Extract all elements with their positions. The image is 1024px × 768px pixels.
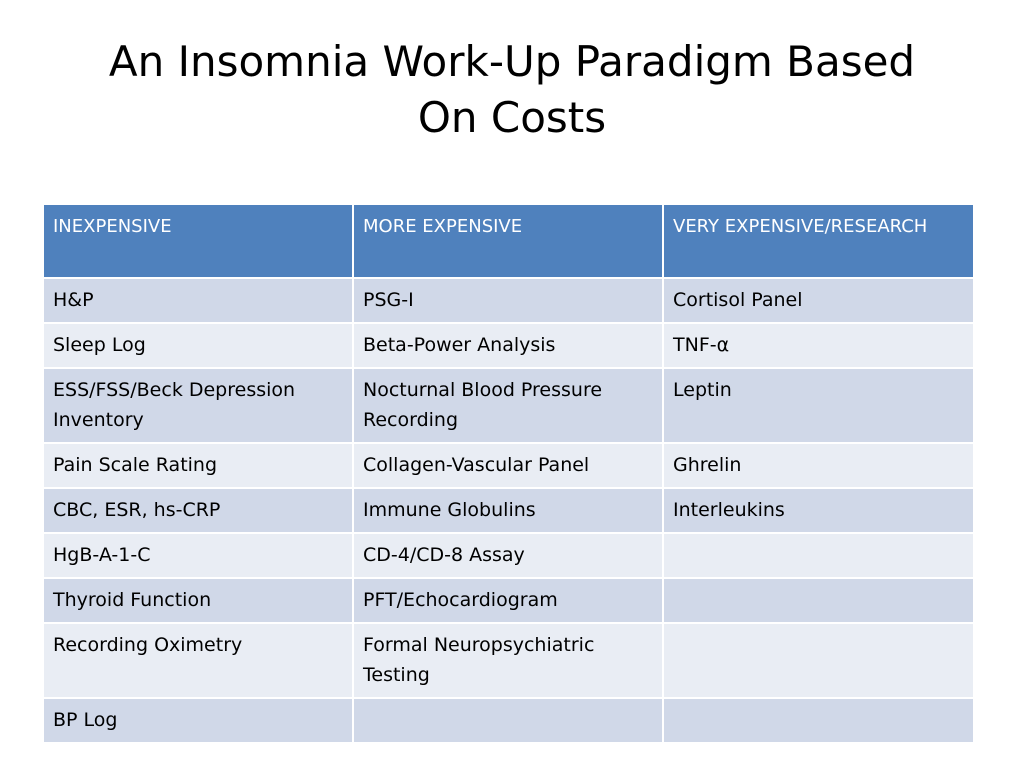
header-inexpensive: INEXPENSIVE	[43, 204, 353, 278]
table-cell	[663, 578, 974, 623]
table-cell: CD-4/CD-8 Assay	[353, 533, 663, 578]
slide-title	[40, 34, 984, 146]
table-row	[43, 623, 974, 698]
table-cell: Recording Oximetry	[43, 623, 353, 698]
table-cell: Sleep Log	[43, 323, 353, 368]
table-row	[43, 278, 974, 323]
table-row	[43, 488, 974, 533]
table-cell: Ghrelin	[663, 443, 974, 488]
cost-table	[42, 203, 975, 744]
table-cell: PFT/Echocardiogram	[353, 578, 663, 623]
table-cell: H&P	[43, 278, 353, 323]
table-row	[43, 443, 974, 488]
table-cell	[353, 698, 663, 743]
table-cell	[663, 623, 974, 698]
table-header-row	[43, 204, 974, 278]
table-cell	[663, 533, 974, 578]
table-cell: Interleukins	[663, 488, 974, 533]
table-cell: Immune Globulins	[353, 488, 663, 533]
table-cell: BP Log	[43, 698, 353, 743]
table-cell: Nocturnal Blood Pressure Recording	[353, 368, 663, 443]
header-very-expensive-research: VERY EXPENSIVE/RESEARCH	[663, 204, 974, 278]
table-row	[43, 323, 974, 368]
table-cell: PSG-I	[353, 278, 663, 323]
table-cell: Collagen-Vascular Panel	[353, 443, 663, 488]
table-cell: HgB-A-1-C	[43, 533, 353, 578]
table-cell: Leptin	[663, 368, 974, 443]
table-row	[43, 578, 974, 623]
header-more-expensive: MORE EXPENSIVE	[353, 204, 663, 278]
table-cell: Beta-Power Analysis	[353, 323, 663, 368]
table-cell: TNF-α	[663, 323, 974, 368]
table-cell: CBC, ESR, hs-CRP	[43, 488, 353, 533]
table-cell: Cortisol Panel	[663, 278, 974, 323]
table-row	[43, 533, 974, 578]
table-cell: Formal Neuropsychiatric Testing	[353, 623, 663, 698]
table-row	[43, 698, 974, 743]
table-cell	[663, 698, 974, 743]
slide-title-line-1: An Insomnia Work-Up Paradigm Based	[108, 37, 916, 86]
table-cell: ESS/FSS/Beck Depression Inventory	[43, 368, 353, 443]
table-row	[43, 368, 974, 443]
table-cell: Pain Scale Rating	[43, 443, 353, 488]
table-cell: Thyroid Function	[43, 578, 353, 623]
slide-title-line-2: On Costs	[417, 93, 607, 142]
